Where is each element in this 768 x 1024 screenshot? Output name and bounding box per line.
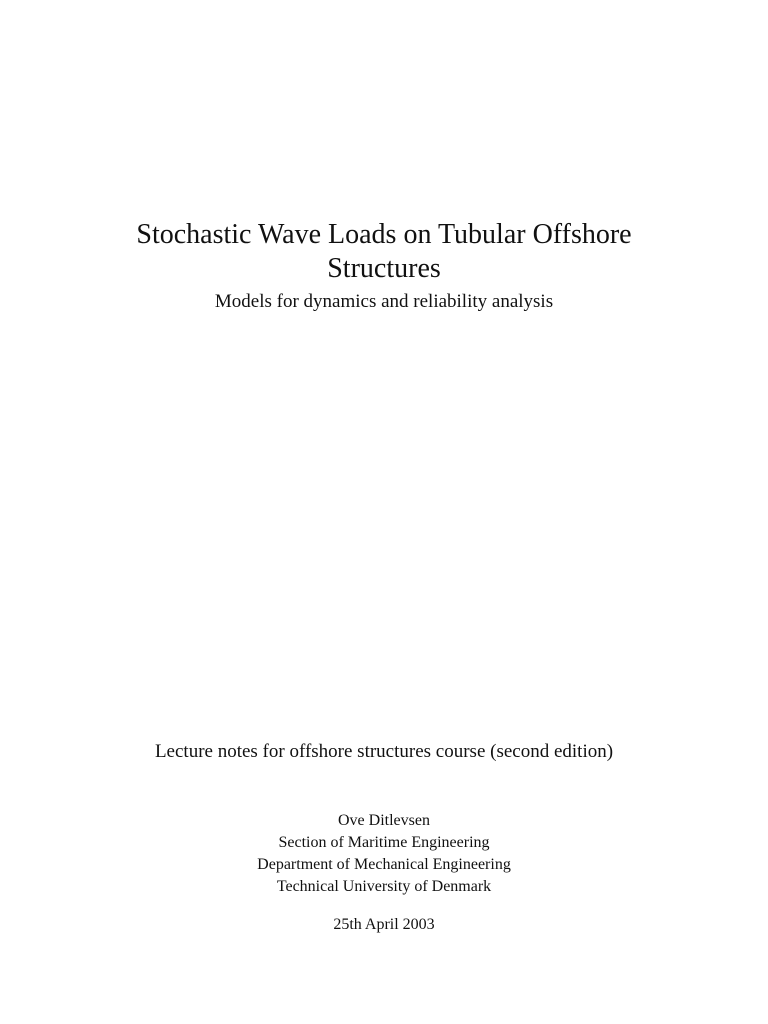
document-title	[0, 218, 768, 286]
author-name: Ove Ditlevsen	[338, 812, 430, 829]
document-date: 25th April 2003	[333, 916, 435, 933]
author-block	[0, 810, 768, 898]
author-university: Technical University of Denmark	[276, 878, 492, 895]
lecture-notes-line: Lecture notes for offshore structures course (second edition)	[154, 741, 614, 762]
title-line-2: Structures	[327, 253, 441, 284]
author-department: Department of Mechanical Engineering	[257, 856, 511, 873]
document-subtitle: Models for dynamics and reliability analysis	[214, 291, 554, 312]
title-line-1: Stochastic Wave Loads on Tubular Offshore	[136, 219, 632, 250]
author-section: Section of Maritime Engineering	[278, 834, 490, 851]
